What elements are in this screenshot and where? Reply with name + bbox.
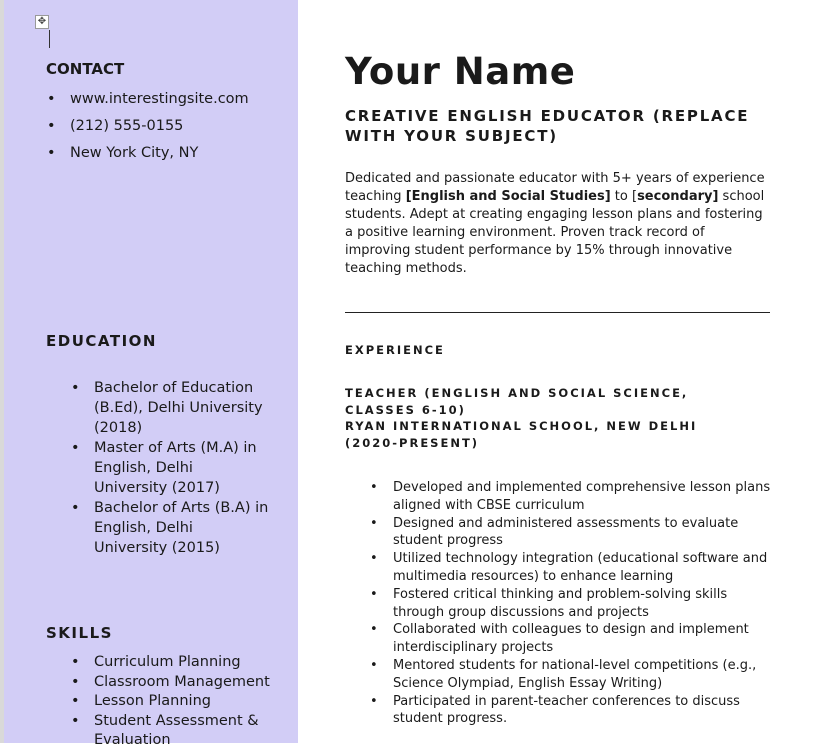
education-item: • Master of Arts (M.A) in English, Delhi University (2017) [94, 438, 269, 498]
experience-bullet: • Mentored students for national-level competitions (e.g., Science Olympiad, English Essay Writing) [393, 657, 778, 693]
text-cursor [49, 30, 50, 48]
contact-phone: • (212) 555-0155 [70, 113, 249, 140]
job-employer: RYAN INTERNATIONAL SCHOOL, NEW DELHI (2020-PRESENT) [345, 419, 698, 450]
skill-item: • Lesson Planning [94, 692, 279, 712]
name-heading: Your Name [345, 50, 576, 93]
summary-level: secondary] [637, 189, 719, 204]
divider [345, 312, 770, 313]
experience-bullets [393, 479, 778, 728]
summary-paragraph [345, 170, 770, 278]
skill-item: • Classroom Management [94, 673, 279, 693]
skill-item: • Student Assessment & Evaluation [94, 712, 279, 751]
summary-text: school students. Adept at creating engaging lesson plans and fostering a positive learning environment. Proven track record of improving student performance by 15% through innovative teaching methods. [345, 189, 765, 276]
table-move-handle-icon[interactable]: ✥ [35, 15, 49, 29]
summary-text: to [ [610, 189, 638, 204]
job-role: TEACHER (ENGLISH AND SOCIAL SCIENCE, CLASSES 6-10) [345, 386, 689, 417]
skill-item: • Curriculum Planning [94, 653, 279, 673]
summary-subjects: [English and Social Studies] [405, 189, 611, 204]
job-entry [345, 385, 755, 451]
experience-bullet: • Designed and administered assessments to evaluate student progress [393, 515, 778, 551]
experience-bullet: • Utilized technology integration (educational software and multimedia resources) to enhance learning [393, 550, 778, 586]
contact-heading: CONTACT [46, 60, 125, 78]
skills-heading: SKILLS [46, 624, 113, 642]
contact-location: • New York City, NY [70, 140, 249, 167]
experience-bullet: • Participated in parent-teacher conferences to discuss student progress. [393, 693, 778, 729]
experience-bullet: • Developed and implemented comprehensive lesson plans aligned with CBSE curriculum [393, 479, 778, 515]
education-list [94, 378, 269, 558]
experience-heading: EXPERIENCE [345, 343, 445, 357]
experience-bullet: • Collaborated with colleagues to design and implement interdisciplinary projects [393, 621, 778, 657]
summary-text: Dedicated and passionate educator with 5+ years of experience teaching [345, 171, 765, 204]
contact-list [70, 86, 249, 167]
education-item: • Bachelor of Education (B.Ed), Delhi University (2018) [94, 378, 269, 438]
education-heading: EDUCATION [46, 332, 157, 350]
skills-list [94, 653, 279, 751]
job-title-heading: CREATIVE ENGLISH EDUCATOR (REPLACE WITH YOUR SUBJECT) [345, 107, 750, 145]
experience-bullet: • Fostered critical thinking and problem-solving skills through group discussions and projects [393, 586, 778, 622]
education-item: • Bachelor of Arts (B.A) in English, Delhi University (2015) [94, 498, 269, 558]
contact-website: • www.interestingsite.com [70, 86, 249, 113]
